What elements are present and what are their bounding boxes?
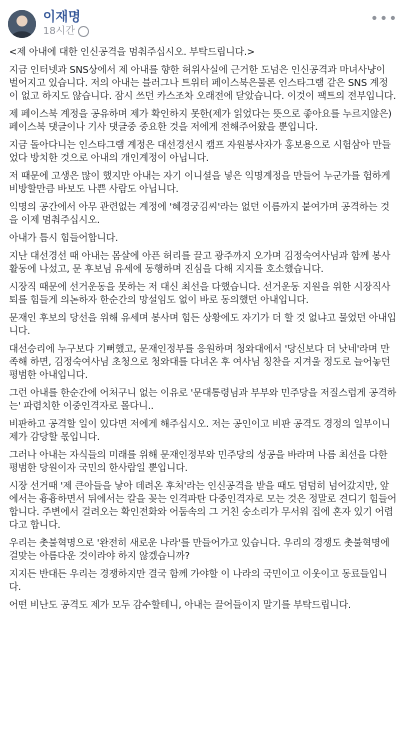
post-paragraph: 지금 인터넷과 SNS상에서 제 아내를 향한 허위사실에 근거한 도넘은 인신공격과 마녀사냥이 벌어지고 있습니다. 저의 아내는 블러그나 트위터 페이스북은물론 인스타그램 같은 SNS 계정이 없고 하지도 않습니다. 잠시 쓰던 카스조차 오래전에 닫았습니다. 이것이 팩트의 전부입니다.: [9, 65, 397, 102]
post-body: [0, 44, 406, 612]
post-paragraph: 그러나 아내는 자식들의 미래를 위해 문재인정부와 민주당의 성공을 바라며 나름 최선을 다한 평범한 당원이자 국민의 한사람일 뿐입니다.: [9, 450, 388, 474]
post-paragraph: 어떤 비난도 공격도 제가 모두 감수할테니, 아내는 끌어들이지 말기를 부탁드립니다.: [9, 600, 351, 611]
post-paragraph: 시장직 때문에 선거운동을 못하는 저 대신 최선을 다했습니다. 선거운동 지원을 위한 시장직사퇴를 힘들게 의논하자 한순간의 망설임도 없이 바로 동의했던 아내입니다.: [9, 282, 391, 306]
profile-avatar[interactable]: [8, 10, 36, 38]
post-paragraph: 비판하고 공격할 일이 있다면 저에게 해주십시오. 저는 공인이고 비판 공격도 경정의 일부이니 제가 감당할 몫입니다.: [9, 419, 391, 443]
post-paragraph: 지금 돌아다니는 인스타그램 계정은 대선경선시 캠프 자원봉사자가 홍보용으로 시험삼아 만들었다 방치한 것으로 아내의 개인계정이 아닙니다.: [9, 140, 391, 164]
post-paragraph: 아내가 틈시 힘들어합니다.: [9, 233, 118, 244]
post-paragraph: 익명의 공간에서 아무 관련없는 계정에 '혜경궁김씨'라는 없던 이름까지 붙여가며 공격하는 것을 이제 멈춰주십시오.: [9, 202, 390, 226]
post-paragraph: 제 페이스북 계정을 공유하며 제가 확인하지 못한(제가 읽었다는 뜻으로 좋아요를 누르지않은) 페이스북 댓글이나 기사 댓글중 중요한 것을 저에게 전해주어왔을 뿐입니다.: [9, 109, 392, 133]
post-paragraph: 지지든 반대든 우리는 경쟁하지만 결국 함께 가야할 이 나라의 국민이고 이웃이고 동료들입니다.: [9, 569, 388, 593]
post-header: [0, 0, 406, 44]
post-paragraph: <제 아내에 대한 인신공격을 멈춰주십시오. 부탁드립니다.>: [9, 47, 255, 58]
post-paragraph: 문재인 후보의 당선을 위해 유세며 봉사며 힘든 상황에도 자기가 더 할 것 없냐고 물었던 아내입니다.: [9, 313, 397, 337]
more-options-icon[interactable]: •••: [370, 11, 398, 27]
person-icon: [8, 10, 36, 38]
post-paragraph: 대선승리에 누구보다 기뻐했고, 문재인정부를 응원하며 청와대에서 '당신보다 더 낫네'라며 만족해 하면, 김정숙여사님 초청으로 청와대를 다녀온 후 여사님 칭찬을 지겨울 정도로 늘어놓던 평범한 아내입니다.: [9, 344, 391, 381]
post-paragraph: 저 때문에 고생은 많이 했지만 아내는 자기 이니셜을 넣은 익명계정을 만들어 누군가를 험하게 비방할만큼 바보도 나쁜 사람도 아닙니다.: [9, 171, 391, 195]
post-paragraph: 시장 선거때 '제 큰아들을 낳아 데려온 후처'라는 인신공격을 받을 때도 덤덤히 넘어갔지만, 앞에서는 흉흉하면서 뒤에서는 칼을 꽂는 인격파탄 다중인격자로 모는 것은 정말로 견디기 힘들어 합니다. 주변에서 걸려오는 확인전화와 어둠속의 그 거친 숭소리가 무서워 집에 혼자 있기 어렵다고 합니다.: [9, 481, 397, 531]
post-paragraph: 그런 아내를 한순간에 어처구니 없는 이유로 '문대통령님과 부부와 민주당을 저질스럽게 공격하는' 파렴치한 이중인격자로 몰다니..: [9, 388, 397, 412]
post-paragraph: 지난 대선경선 때 아내는 몸살에 아픈 허리를 끌고 광주까지 오가며 김정숙여사님과 함께 봉사활동에 나섰고, 문 후보님 유세에 동행하며 진심을 다해 지지를 호소했습니다.: [9, 251, 391, 275]
post-time[interactable]: 18시간: [43, 26, 76, 37]
globe-icon: [78, 26, 89, 37]
post-paragraph: 우리는 촛불혁명으로 '완전히 새로운 나라'를 만들어가고 있습니다. 우리의 경쟁도 촛불혁명에 걸맞는 아름다운 것이라야 하지 않겠습니까?: [9, 538, 390, 562]
post-time-row: [43, 25, 89, 38]
post-meta: [43, 10, 89, 38]
author-name[interactable]: 이재명: [43, 10, 81, 25]
